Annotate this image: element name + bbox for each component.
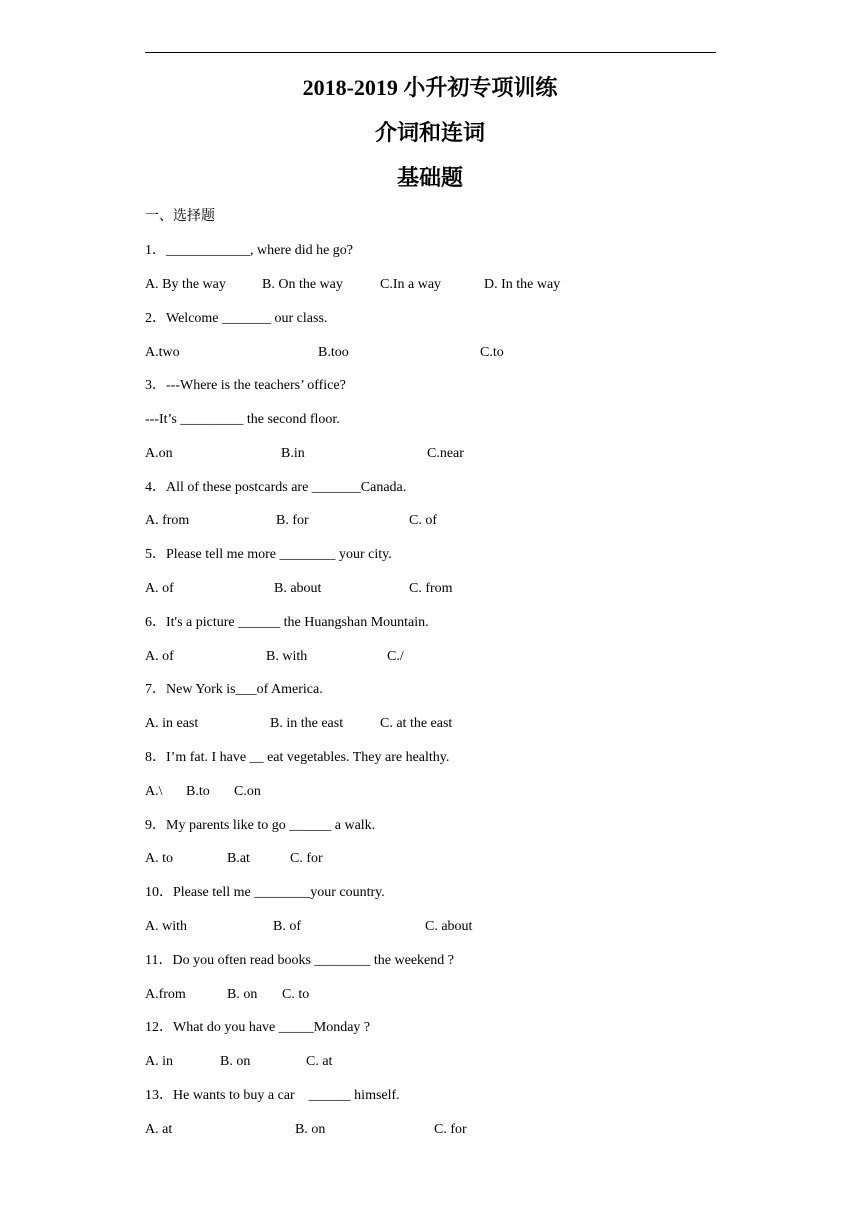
- option: A. from: [145, 513, 190, 528]
- option: C. from: [409, 581, 453, 596]
- option: B. for: [276, 513, 309, 528]
- option: B.at: [227, 851, 250, 866]
- option: B. of: [273, 919, 301, 934]
- option: C.near: [427, 446, 464, 461]
- question-stem: 1．____________, where did he go?: [145, 243, 354, 258]
- question-stem: 12．What do you have _____Monday ?: [145, 1020, 371, 1035]
- option: B.to: [186, 784, 210, 799]
- option: B.too: [318, 345, 349, 360]
- option: A.on: [145, 446, 173, 461]
- option: C. about: [425, 919, 473, 934]
- question-stem: 10．Please tell me ________your country.: [145, 885, 385, 900]
- option: B. on: [295, 1122, 326, 1137]
- question-stem: 8．I’m fat. I have __ eat vegetables. They are healthy.: [145, 750, 450, 765]
- question-stem: 13．He wants to buy a car ______ himself.: [145, 1088, 400, 1103]
- option: A. of: [145, 581, 174, 596]
- option: B. in the east: [270, 716, 344, 731]
- question-stem: 2．Welcome _______ our class.: [145, 311, 328, 326]
- option: D. In the way: [484, 277, 561, 292]
- document-title: 2018-2019 小升初专项训练: [302, 75, 558, 100]
- section-heading: 一、选择题: [145, 209, 215, 224]
- option: C. for: [434, 1122, 467, 1137]
- question-stem: 11．Do you often read books ________ the weekend ?: [145, 953, 454, 968]
- option: B. On the way: [262, 277, 343, 292]
- question-stem-continued: ---It’s _________ the second floor.: [145, 412, 340, 427]
- header-rule: [145, 52, 716, 53]
- option: B. with: [266, 649, 308, 664]
- option: A.two: [145, 345, 180, 360]
- option: A. in: [145, 1054, 173, 1069]
- difficulty-heading: 基础题: [396, 165, 463, 190]
- option: A. in east: [145, 716, 199, 731]
- option: A.\: [145, 784, 163, 799]
- question-stem: 6．It's a picture ______ the Huangshan Mountain.: [145, 615, 429, 630]
- option: A.from: [145, 987, 186, 1002]
- option: C. to: [282, 987, 310, 1002]
- question-stem: 9．My parents like to go ______ a walk.: [145, 818, 376, 833]
- option: A. of: [145, 649, 174, 664]
- option: A. to: [145, 851, 173, 866]
- option: C. for: [290, 851, 323, 866]
- option: C./: [387, 649, 404, 664]
- option: A. with: [145, 919, 187, 934]
- option: C.on: [234, 784, 261, 799]
- option: C.to: [480, 345, 504, 360]
- document-subtitle: 介词和连词: [374, 120, 485, 145]
- question-stem: 4．All of these postcards are _______Canada.: [145, 480, 407, 495]
- option: A. By the way: [145, 277, 226, 292]
- option: C. at: [306, 1054, 333, 1069]
- option: B. about: [274, 581, 322, 596]
- option: C.In a way: [380, 277, 442, 292]
- option: B. on: [220, 1054, 251, 1069]
- question-stem: 7．New York is___of America.: [145, 682, 323, 697]
- option: B. on: [227, 987, 258, 1002]
- option: C. of: [409, 513, 437, 528]
- option: A. at: [145, 1122, 173, 1137]
- option: B.in: [281, 446, 305, 461]
- question-stem: 5．Please tell me more ________ your city.: [145, 547, 392, 562]
- option: C. at the east: [380, 716, 453, 731]
- question-stem: 3．---Where is the teachers’ office?: [145, 378, 346, 393]
